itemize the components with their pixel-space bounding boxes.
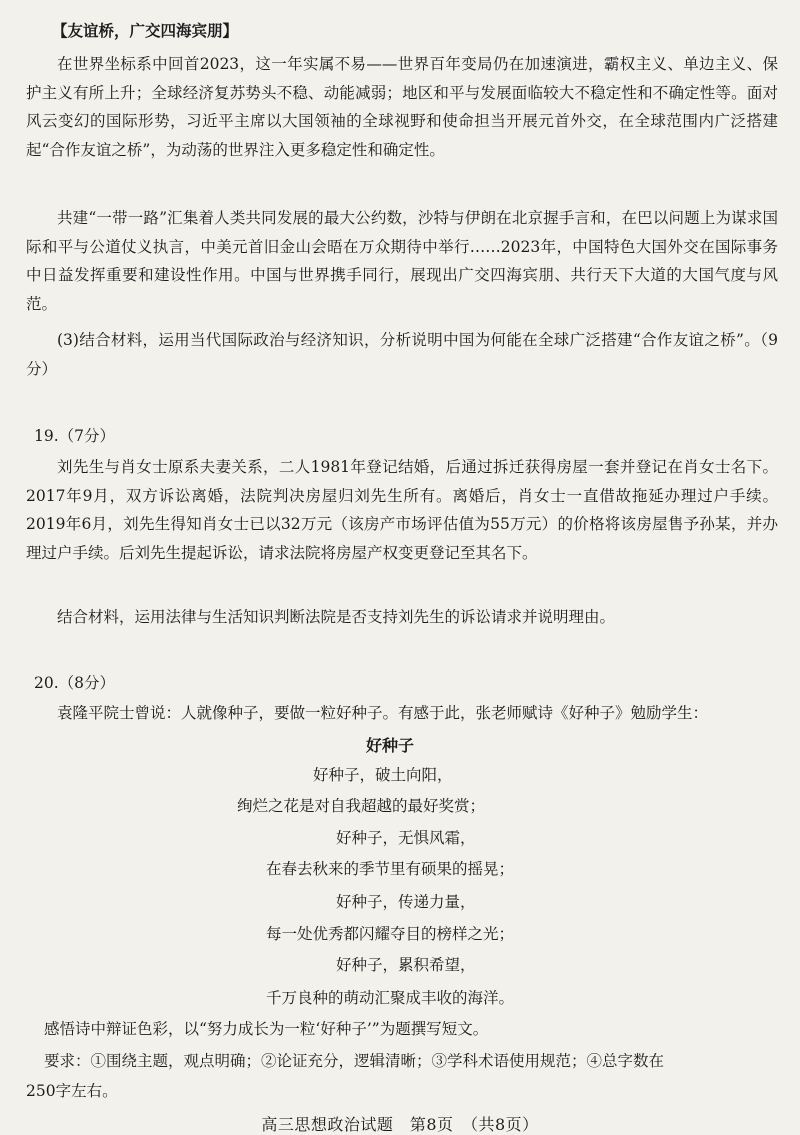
poem-line: 好种子，累积希望， [336, 956, 476, 974]
material-paragraph-1: 在世界坐标系中回首2023，这一年实属不易——世界百年变局仍在加速演进，霸权主义、单边主义、保护主义有所上升；全球经济复苏势头不稳、动能减弱；地区和平与发展面临较大不稳定性和不确定性等。面对风云变幻的国际形势，习近平主席以大国领袖的全球视野和使命担当开展元首外交，在全球范围内广泛搭建起“合作友谊之桥”，为动荡的世界注入更多稳定性和确定性。 [26, 55, 778, 159]
question-19-prompt: 结合材料，运用法律与生活知识判断法院是否支持刘先生的诉讼请求并说明理由。 [57, 608, 616, 626]
poem-line: 每一处优秀都闪耀夺目的榜样之光； [266, 925, 515, 943]
page-footer: 高三思想政治试题 第8页 （共8页） [261, 1115, 539, 1134]
question-20-requirements: 要求：①围绕主题，观点明确；②论证充分，逻辑清晰；③学科术语使用规范；④总字数在 [44, 1052, 665, 1070]
question-20-task: 感悟诗中辩证色彩，以“努力成长为一粒‘好种子’”为题撰写短文。 [44, 1020, 489, 1038]
question-19-material: 刘先生与肖女士原系夫妻关系，二人1981年登记结婚，后通过拆迁获得房屋一套并登记在肖女士名下。2017年9月，双方诉讼离婚，法院判决房屋归刘先生所有。离婚后，肖女士一直借故拖延办理过户手续。2019年6月，刘先生得知肖女士已以32万元（该房产市场评估值为55万元）的价格将该房屋售予孙某，并办理过户手续。后刘先生提起诉讼，请求法院将房屋产权变更登记至其名下。 [26, 458, 778, 562]
poem-line: 好种子，破土向阳， [313, 766, 453, 784]
question-20-header: 20.（8分） [34, 674, 116, 692]
question-19-header: 19.（7分） [34, 427, 116, 445]
poem-line: 好种子，无惧风霜， [336, 829, 476, 847]
question-18-3: (3)结合材料，运用当代国际政治与经济知识，分析说明中国为何能在全球广泛搭建“合作友谊之桥”。（9分） [26, 331, 778, 378]
material-paragraph-2: 共建“一带一路”汇集着人类共同发展的最大公约数，沙特与伊朗在北京握手言和，在巴以问题上为谋求国际和平与公道仗义执言，中美元首旧金山会晤在万众期待中举行……2023年，中国特色大国外交在国际事务中日益发挥重要和建设性作用。中国与世界携手同行，展现出广交四海宾朋、共行天下大道的大国气度与风范。 [26, 209, 778, 313]
question-20-intro: 袁隆平院士曾说：人就像种子，要做一粒好种子。有感于此，张老师赋诗《好种子》勉励学生： [57, 704, 709, 722]
poem-line: 绚烂之花是对自我超越的最好奖赏； [237, 797, 486, 815]
poem-line: 好种子，传递力量， [336, 893, 476, 911]
poem-line: 千万良种的萌动汇聚成丰收的海洋。 [266, 989, 515, 1007]
poem-title: 好种子 [365, 736, 414, 755]
section-title: 【友谊桥，广交四海宾朋】 [52, 21, 239, 40]
poem-line: 在春去秋来的季节里有硕果的摇晃； [266, 860, 515, 878]
question-20-requirements-cont: 250字左右。 [26, 1082, 118, 1100]
